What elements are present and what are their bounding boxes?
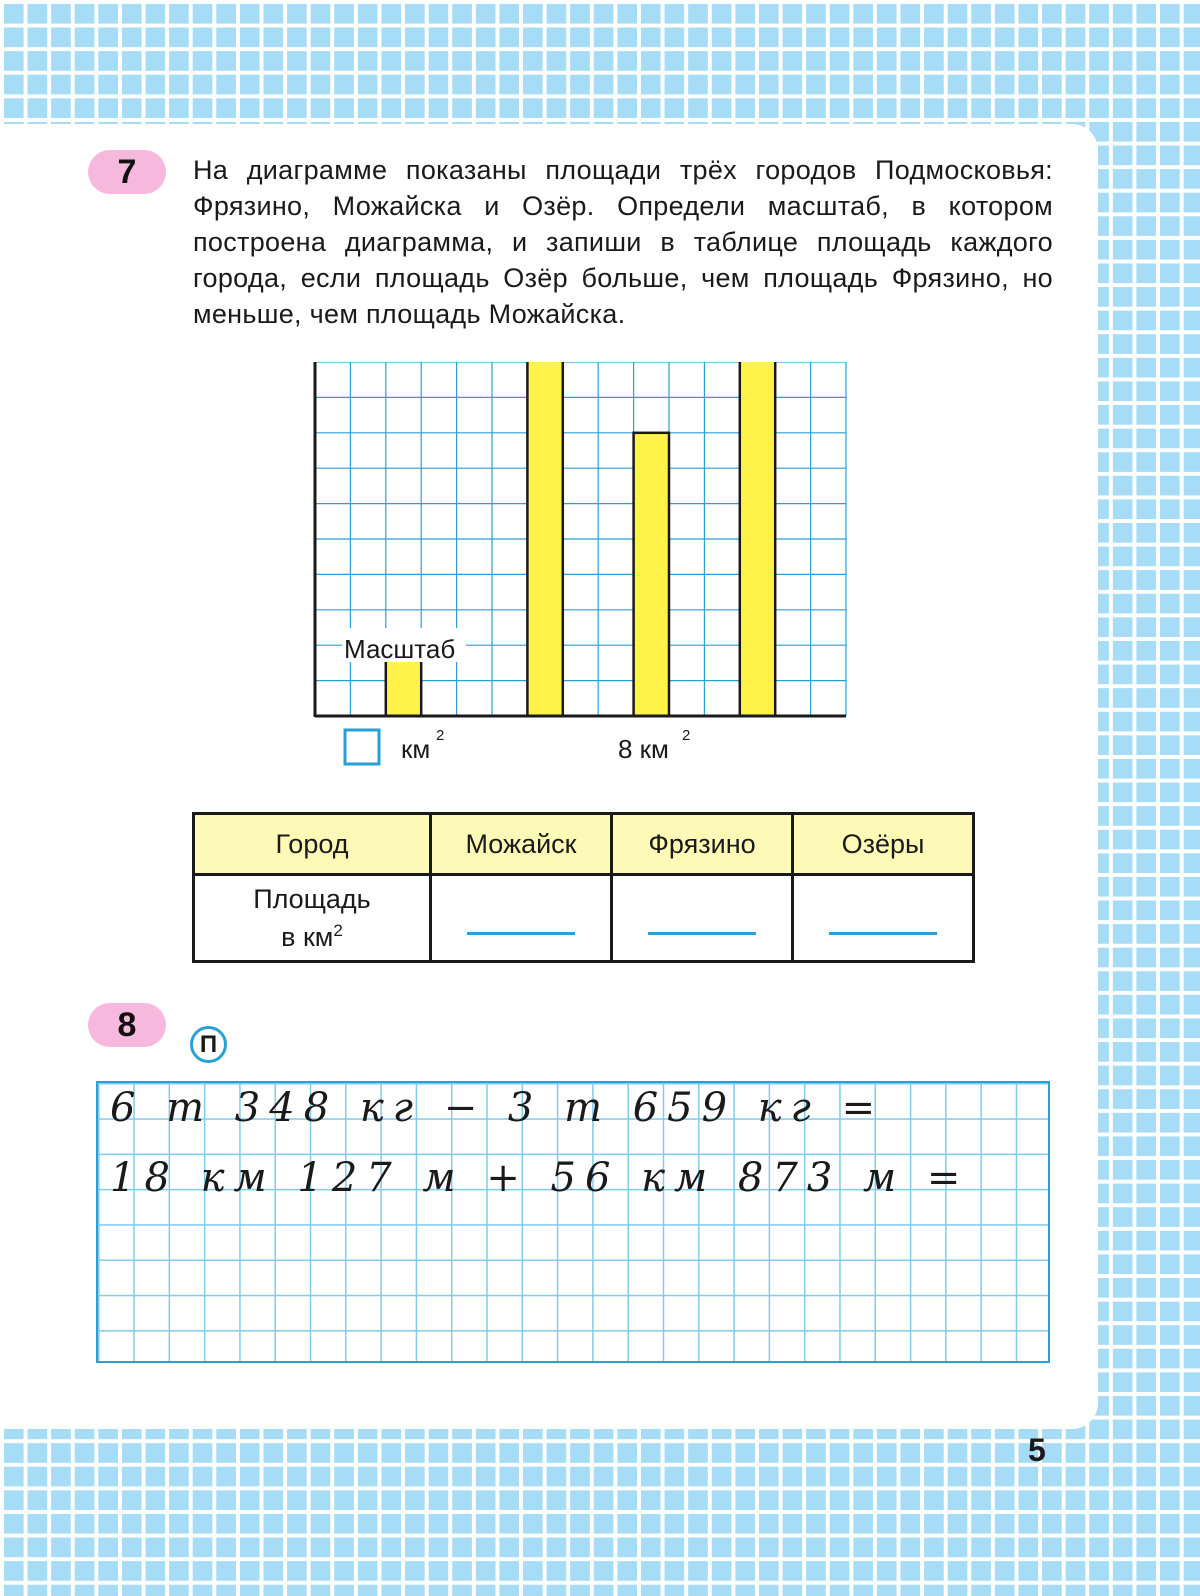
task-7-text: На диаграмме показаны площади трёх городов Подмосковья: Фрязино, Можайска и Озёр. Определи масштаб, в котором построена диаграмма, и запиши в таблице площадь каждого города, если площадь Озёр больше, чем площадь Фрязино, но меньше, чем площадь Можайска. xyxy=(193,155,1053,329)
answer-line xyxy=(467,932,575,935)
scale-unit-sup: 2 xyxy=(436,727,445,744)
header-fryazino: Фрязино xyxy=(612,814,793,875)
table-area-row xyxy=(194,875,974,962)
task-8-number: 8 xyxy=(88,1003,166,1047)
task-7-number: 7 xyxy=(88,150,166,194)
handwritten-line-1: 6 т 348 кг − 3 т 659 кг = xyxy=(110,1085,885,1131)
area-label-sup: 2 xyxy=(333,921,343,940)
page-number: 5 xyxy=(1028,1432,1046,1468)
area-table xyxy=(192,812,975,963)
area-label-line1: Площадь xyxy=(253,884,371,914)
answer-cell-ozyory[interactable] xyxy=(793,875,974,962)
bar-chart xyxy=(290,362,890,772)
handwritten-line-2: 18 км 127 м + 56 км 873 м = xyxy=(110,1155,970,1201)
area-row-label xyxy=(194,875,431,962)
step-label-sup: 2 xyxy=(682,727,691,744)
writing-grid[interactable] xyxy=(96,1081,1050,1363)
scale-unit: км xyxy=(401,734,431,764)
header-city: Город xyxy=(194,814,431,875)
city-bar-3 xyxy=(740,362,775,716)
answer-cell-fryazino[interactable] xyxy=(612,875,793,962)
table-header-row xyxy=(194,814,974,875)
city-bar-2 xyxy=(634,433,669,716)
scale-label: Масштаб xyxy=(344,634,456,664)
answer-line xyxy=(648,932,756,935)
header-ozyory: Озёры xyxy=(793,814,974,875)
city-bar-1 xyxy=(527,362,562,716)
header-mozhaysk: Можайск xyxy=(431,814,612,875)
task-8-badge: П xyxy=(190,1026,227,1063)
scale-input-box[interactable] xyxy=(345,730,379,764)
step-label: 8 км xyxy=(618,734,669,764)
area-label-line2: в км xyxy=(281,922,334,952)
answer-line xyxy=(829,932,937,935)
bar-chart-svg xyxy=(290,362,890,772)
answer-cell-mozhaysk[interactable] xyxy=(431,875,612,962)
